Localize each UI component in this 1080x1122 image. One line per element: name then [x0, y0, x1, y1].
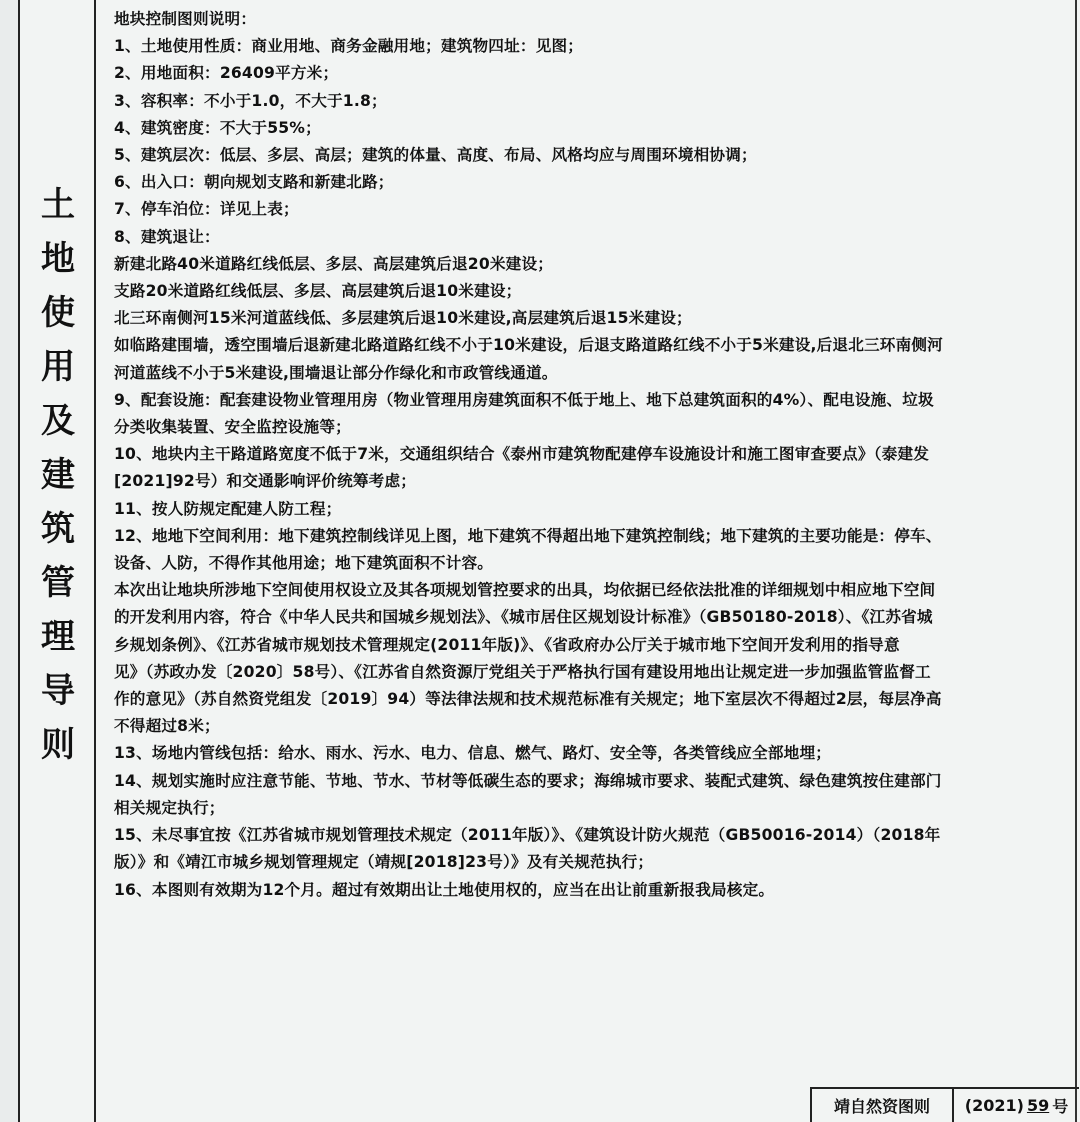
description-line: 如临路建围墙，透空围墙后退新建北路道路红线不小于10米建设，后退支路道路红线不小于5米建设,后退北三环南侧河	[114, 336, 943, 355]
side-title-column	[20, 0, 96, 1122]
side-title-char: 则	[41, 725, 75, 765]
description-line: [2021]92号）和交通影响评价统筹考虑；	[114, 472, 417, 491]
description-line: 新建北路40米道路红线低层、多层、高层建筑后退20米建设；	[114, 254, 554, 273]
description-line: 12、地地下空间利用：地下建筑控制线详见上图，地下建筑不得超出地下建筑控制线；地下建筑的主要功能是：停车、	[114, 526, 942, 545]
description-line: 6、出入口：朝向规划支路和新建北路；	[114, 173, 394, 192]
description-line: 14、规划实施时应注意节能、节地、节水、节材等低碳生态的要求；海绵城市要求、装配式建筑、绿色建筑按住建部门	[114, 771, 942, 790]
description-line: 13、场地内管线包括：给水、雨水、污水、电力、信息、燃气、路灯、安全等，各类管线应全部地埋；	[114, 744, 832, 763]
document-frame	[18, 0, 1077, 1122]
description-line: 5、建筑层次：低层、多层、高层；建筑的体量、高度、布局、风格均应与周围环境相协调；	[114, 146, 757, 165]
description-line: 的开发利用内容，符合《中华人民共和国城乡规划法》、《城市居住区规划设计标准》（GB50180-2018）、《江苏省城	[114, 608, 933, 627]
number-value: 59	[1026, 1096, 1050, 1115]
description-line: 作的意见》（苏自然资党组发〔2019〕94）等法律法规和技术规范标准有关规定；地下室层次不得超过2层，每层净高	[114, 690, 942, 709]
description-line: 分类收集装置、安全监控设施等；	[114, 418, 351, 437]
description-line: 15、未尽事宜按《江苏省城市规划管理技术规定（2011年版）》、《建筑设计防火规范（GB50016-2014）（2018年	[114, 826, 941, 845]
document-number	[954, 1089, 1079, 1122]
description-line: 版）》和《靖江市城乡规划管理规定（靖规[2018]23号）》及有关规范执行；	[114, 853, 654, 872]
description-line: 河道蓝线不小于5米建设,围墙退让部分作绿化和市政管线通道。	[114, 363, 558, 382]
description-line: 2、用地面积：26409平方米；	[114, 64, 339, 83]
description-line: 1、土地使用性质：商业用地、商务金融用地；建筑物四址：见图；	[114, 37, 584, 56]
number-suffix: 号	[1052, 1097, 1069, 1116]
description-line: 见》（苏政办发〔2020〕58号）、《江苏省自然资源厅党组关于严格执行国有建设用地出让规定进一步加强监管监督工	[114, 662, 931, 681]
description-line: 16、本图则有效期为12个月。超过有效期出让土地使用权的，应当在出让前重新报我局核定。	[114, 880, 775, 899]
description-heading: 地块控制图则说明：	[114, 10, 257, 28]
description-line: 4、建筑密度：不大于55%；	[114, 118, 321, 137]
description-line: 设备、人防，不得作其他用途；地下建筑面积不计容。	[114, 554, 494, 573]
side-title-char: 土	[41, 185, 75, 225]
side-title	[20, 178, 96, 772]
description-line: 相关规定执行；	[114, 798, 225, 817]
side-title-char: 管	[41, 563, 75, 603]
description-line: 10、地块内主干路道路宽度不低于7米，交通组织结合《泰州市建筑物配建停车设施设计和施工图审查要点》（泰建发	[114, 445, 930, 464]
side-title-char: 及	[41, 401, 75, 441]
side-title-char: 筑	[41, 509, 75, 549]
description-line: 7、停车泊位：详见上表；	[114, 200, 299, 219]
number-prefix: (2021)	[964, 1096, 1024, 1115]
side-title-char: 使	[41, 293, 75, 333]
issuer-label: 靖自然资图则	[812, 1089, 954, 1122]
description-line: 9、配套设施：配套建设物业管理用房（物业管理用房建筑面积不低于地上、地下总建筑面积的4%）、配电设施、垃圾	[114, 390, 934, 409]
description-line: 8、建筑退让：	[114, 227, 220, 246]
description-line: 11、按人防规定配建人防工程；	[114, 499, 342, 518]
document-number-box	[810, 1087, 1079, 1122]
side-title-char: 地	[41, 239, 75, 279]
description-line: 支路20米道路红线低层、多层、高层建筑后退10米建设；	[114, 282, 522, 301]
description-line: 不得超过8米；	[114, 717, 220, 736]
side-title-char: 理	[41, 617, 75, 657]
description-line: 本次出让地块所涉地下空间使用权设立及其各项规划管控要求的出具，均依据已经依法批准的详细规划中相应地下空间	[114, 581, 936, 600]
side-title-char: 建	[41, 455, 75, 495]
description-line: 北三环南侧河15米河道蓝线低、多层建筑后退10米建设,高层建筑后退15米建设；	[114, 309, 692, 328]
document-sheet	[18, 0, 1080, 1122]
side-title-char: 用	[41, 347, 75, 387]
description-line: 乡规划条例》、《江苏省城市规划技术管理规定(2011年版)》、《省政府办公厅关于城市地下空间开发利用的指导意	[114, 635, 900, 654]
description-body	[114, 6, 1054, 904]
side-title-char: 导	[41, 671, 75, 711]
description-line: 3、容积率：不小于1.0，不大于1.8；	[114, 91, 387, 110]
